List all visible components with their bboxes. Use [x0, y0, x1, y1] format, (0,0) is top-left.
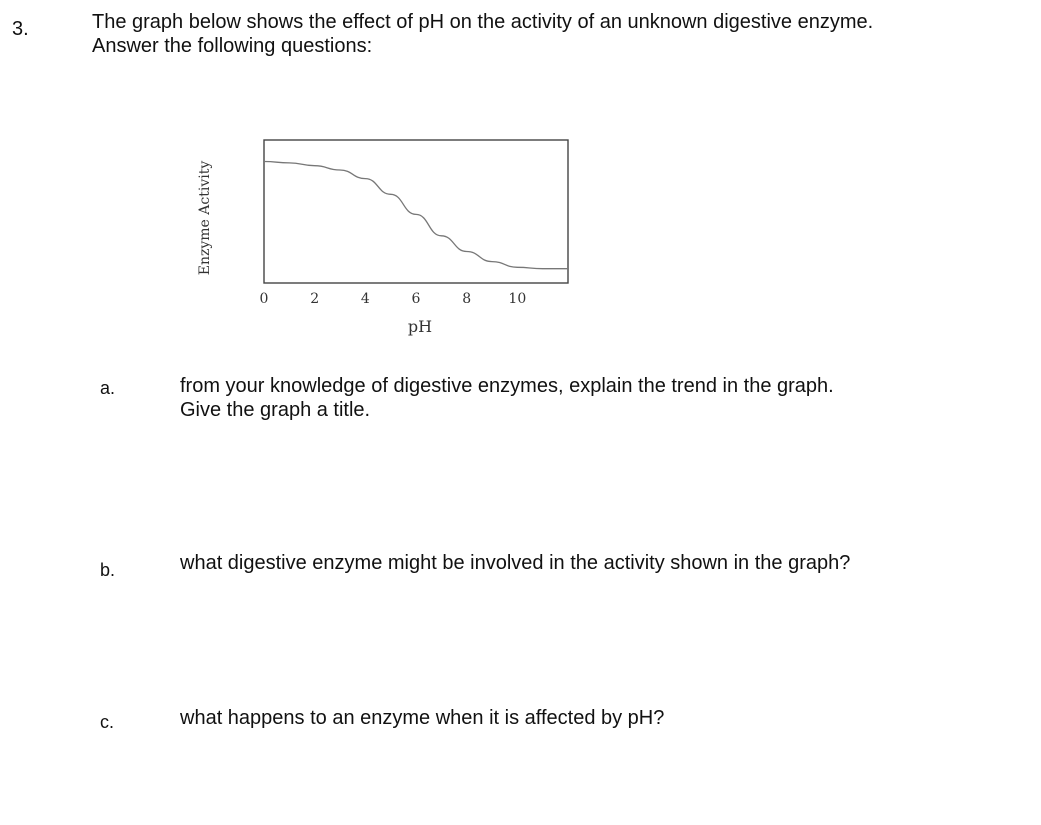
plot-frame — [264, 140, 568, 283]
x-tick-labels — [260, 291, 527, 307]
x-tick-label-2: 4 — [360, 291, 370, 307]
question-intro — [92, 10, 1012, 58]
part-c-text — [180, 706, 1000, 730]
part-c-label: c. — [100, 712, 115, 732]
x-tick-label-1: 2 — [310, 291, 320, 307]
part-b-text — [180, 551, 1000, 575]
part-c-line-1: what happens to an enzyme when it is affected by pH? — [180, 707, 665, 729]
question-number: 3. — [12, 18, 29, 40]
part-a-label: a. — [100, 378, 116, 398]
x-axis-label: pH — [407, 317, 433, 336]
part-b-label: b. — [100, 560, 116, 580]
part-a-line-1: from your knowledge of digestive enzymes, explain the trend in the graph. — [180, 375, 834, 397]
x-tick-label-0: 0 — [259, 291, 269, 307]
x-tick-label-5: 10 — [508, 291, 527, 307]
part-a-text — [180, 374, 1000, 422]
x-tick-label-4: 8 — [462, 291, 472, 307]
part-b-line-1: what digestive enzyme might be involved in the activity shown in the graph? — [180, 552, 851, 574]
y-axis-label: Enzyme Activity — [197, 160, 213, 276]
enzyme-activity-chart — [185, 130, 585, 340]
activity-curve — [264, 162, 568, 269]
x-tick-label-3: 6 — [411, 291, 421, 307]
part-a-line-2: Give the graph a title. — [180, 399, 371, 421]
intro-line-1: The graph below shows the effect of pH on the activity of an unknown digestive enzyme. — [92, 11, 874, 33]
intro-line-2: Answer the following questions: — [92, 35, 373, 57]
